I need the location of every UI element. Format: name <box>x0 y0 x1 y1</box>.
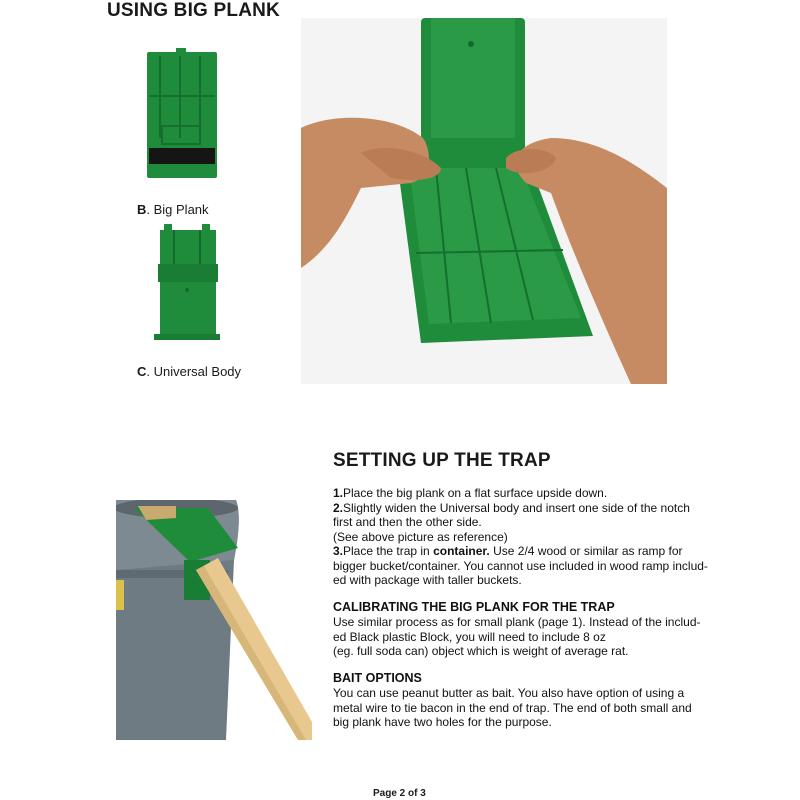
step-3-text-a: Place the trap in <box>343 544 434 558</box>
caption-universal-body <box>137 364 241 379</box>
big-plank-image <box>140 46 222 182</box>
step-3-line-3: ed with package with taller buckets. <box>333 573 522 587</box>
caption-c-text: . Universal Body <box>146 364 242 379</box>
bait-options-heading: BAIT OPTIONS <box>333 670 422 685</box>
hands-assembly-photo <box>301 18 667 384</box>
step-2-number: 2. <box>333 500 344 515</box>
bait-line-2: metal wire to tie bacon in the end of trap. The end of both small and <box>333 700 692 715</box>
calibrating-heading: CALIBRATING THE BIG PLANK FOR THE TRAP <box>333 599 615 614</box>
page-number: Page 2 of 3 <box>373 788 426 799</box>
step-2-line-1: Slightly widen the Universal body and insert one side of the notch <box>343 500 690 515</box>
step-1 <box>333 486 753 501</box>
bucket-trap-photo <box>116 500 312 740</box>
bait-line-1: You can use peanut butter as bait. You also have option of using a <box>333 686 685 700</box>
calibrating-line-1: Use similar process as for small plank (page 1). Instead of the includ- <box>333 615 701 629</box>
calibrating-line-3: (eg. full soda can) object which is weight of average rat. <box>333 644 629 658</box>
setup-instructions <box>333 486 753 730</box>
step-3-bold: container. <box>433 544 490 558</box>
caption-b-letter: B <box>137 202 147 217</box>
step-3-text-b: Use 2/4 wood or similar as ramp for <box>489 544 683 558</box>
step-1-text: Place the big plank on a flat surface upside down. <box>343 486 608 500</box>
caption-c-letter: C <box>137 364 147 379</box>
step-3-number: 3. <box>333 544 344 558</box>
step-1-number: 1. <box>333 486 344 500</box>
step-3 <box>333 544 753 559</box>
section-title-setting-up: SETTING UP THE TRAP <box>333 450 551 471</box>
calibrating-line-2: ed Black plastic Block, you will need to include 8 oz <box>333 629 606 644</box>
step-2-line-2: first and then the other side. <box>333 515 482 529</box>
step-2-note: (See above picture as reference) <box>333 529 508 544</box>
bait-line-3: big plank have two holes for the purpose. <box>333 715 552 729</box>
caption-big-plank <box>137 202 209 217</box>
universal-body-image <box>154 224 220 344</box>
step-3-line-2: bigger bucket/container. You cannot use included in wood ramp includ- <box>333 558 708 573</box>
step-2 <box>333 501 753 516</box>
caption-b-text: . Big Plank <box>146 202 209 217</box>
section-title-using-big-plank: USING BIG PLANK <box>107 0 280 21</box>
